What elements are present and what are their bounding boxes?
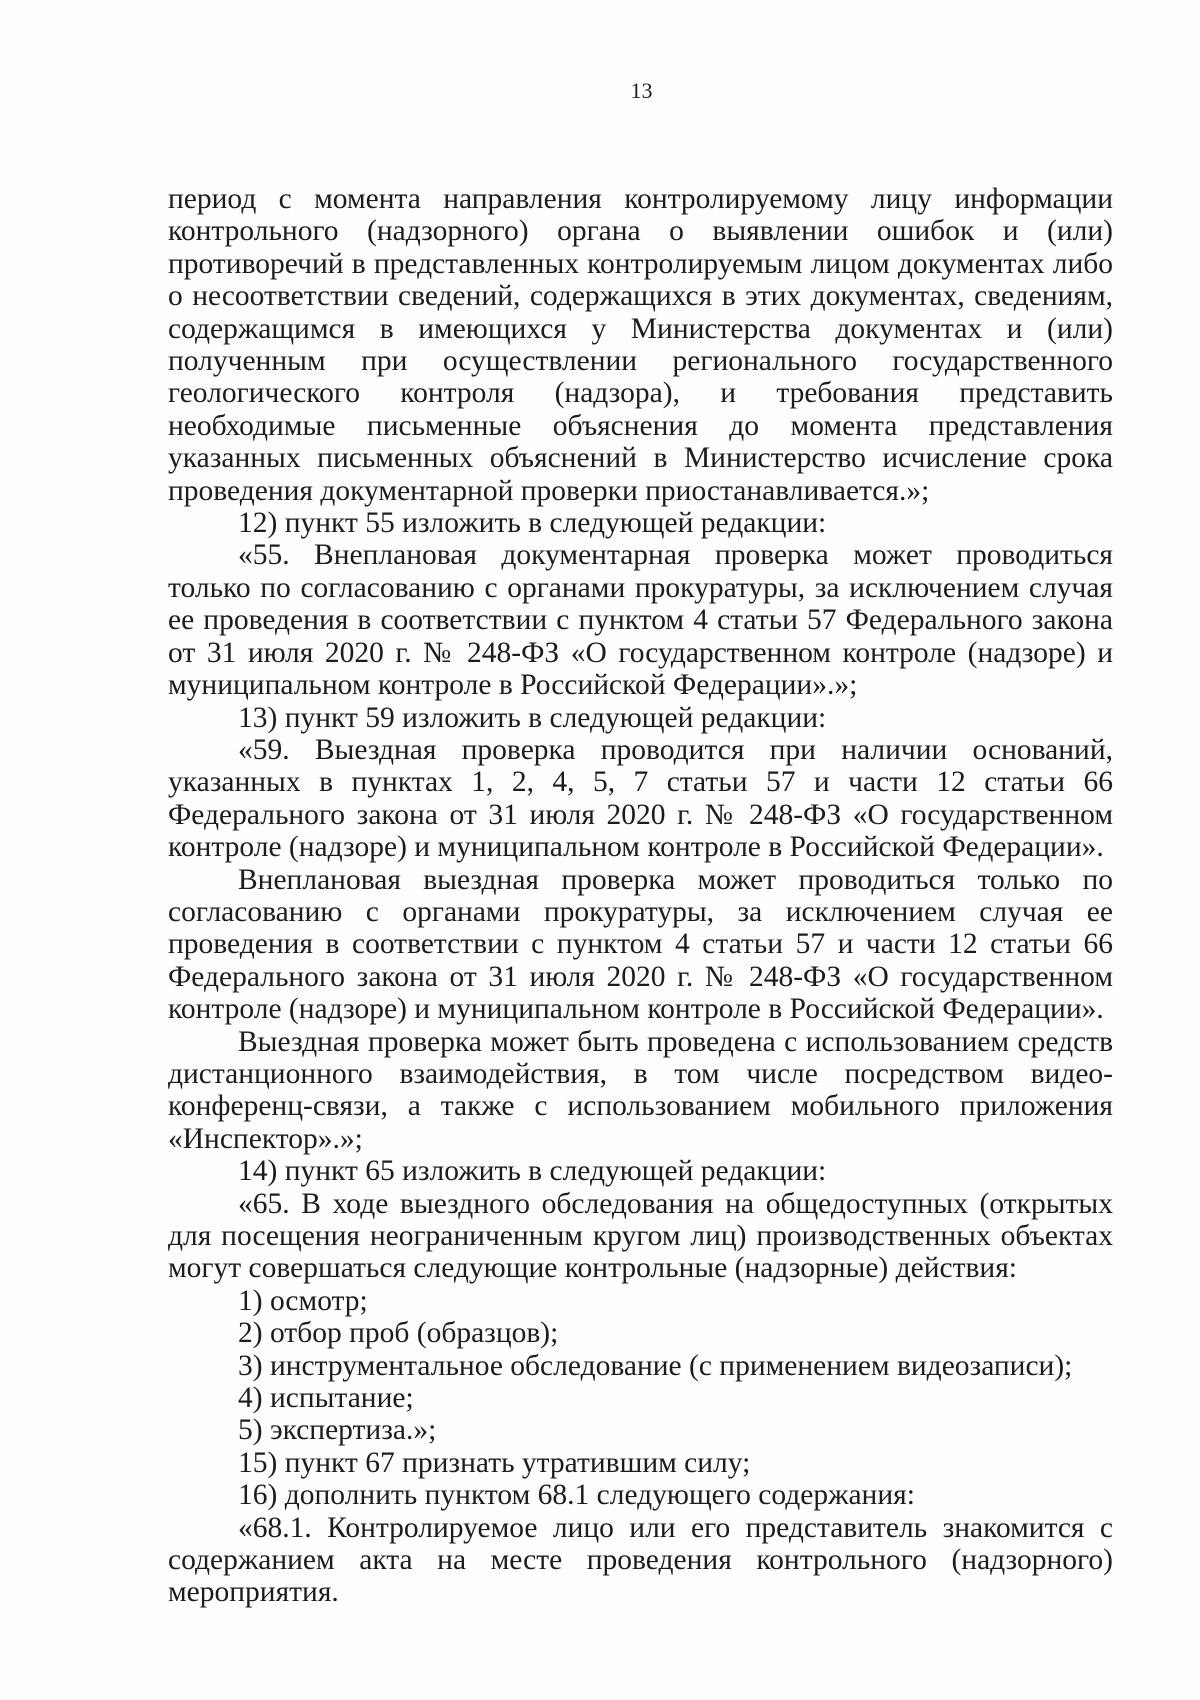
paragraph-clause-59: «59. Выездная проверка проводится при наличии оснований, указанных в пунктах 1, 2, 4, 5, 7 статьи 57 и части 12 статьи 66 Федерального закона от 31 июля 2020 г. № 248-ФЗ «О государственном контроле (надзоре) и муниципальном контроле в Российской Федерации».	[168, 733, 1113, 864]
list-item-2: 2) отбор проб (образцов);	[238, 1317, 559, 1350]
paragraph-item-16: 16) дополнить пунктом 68.1 следующего содержания:	[238, 1479, 915, 1512]
paragraph-clause-59-part-2: Внеплановая выездная проверка может проводиться только по согласованию с органами прокуратуры, за исключением случая ее проведения в соответствии с пунктом 4 статьи 57 и части 12 статьи 66 Федерального закона от 31 июля 2020 г. № 248-ФЗ «О государственном контроле (надзоре) и муниципальном контроле в Российской Федерации».	[168, 863, 1113, 1026]
document-body	[168, 183, 1113, 1609]
list-item-5: 5) экспертиза.»;	[238, 1414, 437, 1447]
paragraph-clause-65: «65. В ходе выездного обследования на общедоступных (открытых для посещения неограниченным кругом лиц) производственных объектах могут совершаться следующие контрольные (надзорные) действия:	[168, 1187, 1113, 1285]
paragraph-item-12: 12) пункт 55 изложить в следующей редакции:	[238, 507, 827, 540]
list-item-3: 3) инструментальное обследование (с применением видеозаписи);	[238, 1349, 1073, 1382]
paragraph-clause-68-1: «68.1. Контролируемое лицо или его представитель знакомится с содержанием акта на месте проведения контрольного (надзорного) мероприятия.	[168, 1511, 1113, 1609]
page-number: 13	[630, 78, 653, 103]
paragraph-clause-55: «55. Внеплановая документарная проверка может проводиться только по согласованию с органами прокуратуры, за исключением случая ее проведения в соответствии с пунктом 4 статьи 57 Федерального закона от 31 июля 2020 г. № 248-ФЗ «О государственном контроле (надзоре) и муниципальном контроле в Российской Федерации».»;	[168, 539, 1113, 702]
paragraph-item-14: 14) пункт 65 изложить в следующей редакции:	[238, 1155, 827, 1188]
paragraph-item-15: 15) пункт 67 признать утратившим силу;	[238, 1446, 751, 1479]
list-item-1: 1) осмотр;	[238, 1284, 368, 1317]
paragraph-item-13: 13) пункт 59 изложить в следующей редакции:	[238, 701, 827, 734]
list-item-4: 4) испытание;	[238, 1382, 414, 1415]
paragraph-continuation: период с момента направления контролируемому лицу информации контрольного (надзорного) органа о выявлении ошибок и (или) противоречий в представленных контролируемым лицом документах либо о несоответствии сведений, содержащихся в этих документах, сведениям, содержащимся в имеющихся у Министерства документах и (или) полученным при осуществлении регионального государственного геологического контроля (надзора), и требования представить необходимые письменные объяснения до момента представления указанных письменных объяснений в Министерство исчисление срока проведения документарной проверки приостанавливается.»;	[168, 183, 1113, 507]
paragraph-clause-59-part-3: Выездная проверка может быть проведена с использованием средств дистанционного взаимодействия, в том числе посредством видео-конференц-связи, а также с использованием мобильного приложения «Инспектор».»;	[168, 1025, 1113, 1155]
